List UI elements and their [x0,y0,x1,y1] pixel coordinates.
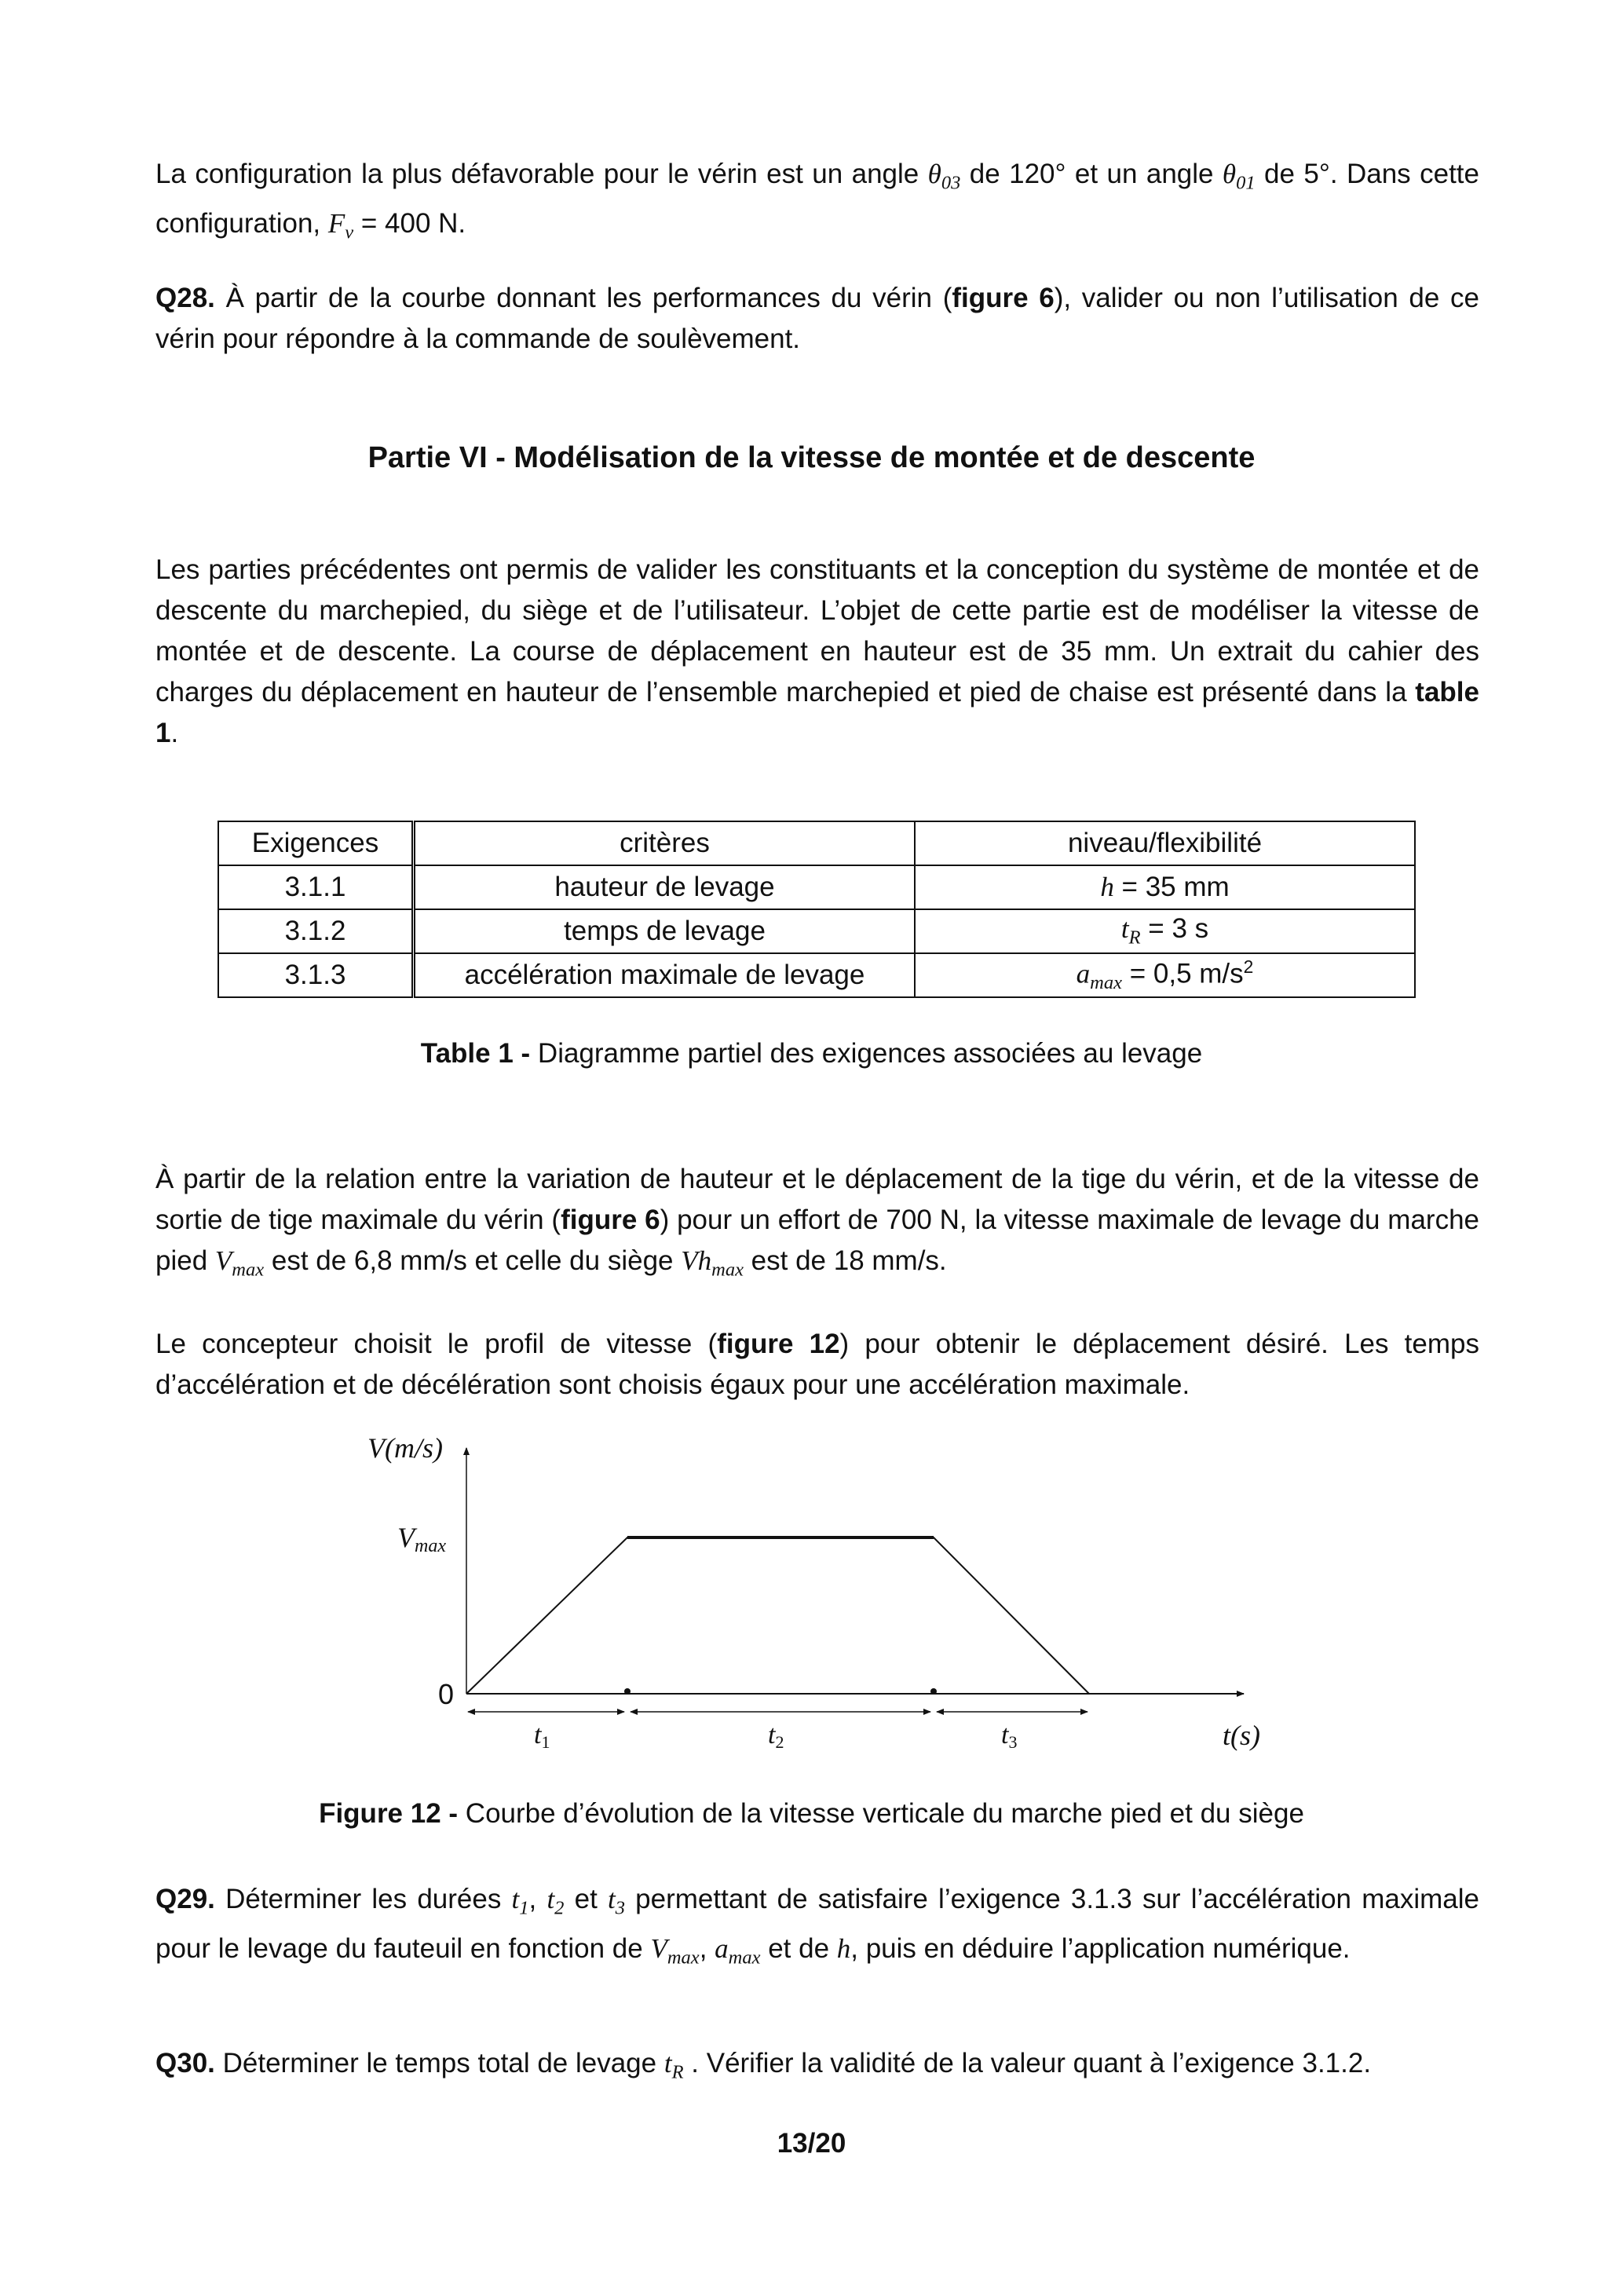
text: de 5°. Dans cette configuration, [155,159,1479,239]
text: et de [760,1933,837,1965]
text: La configuration la plus défavorable pour le vérin est un angle [155,159,928,189]
question-q29 [155,1879,1479,1979]
text: est de 18 mm/s. [743,1245,947,1276]
requirement-level [915,953,1415,997]
t1-label: t1 [534,1720,550,1752]
header-cell: critères [414,821,916,865]
velocity-profile-chart [345,1429,1288,1759]
requirement-criterion: accélération maximale de levage [414,953,916,997]
text: . Vérifier la validité de la valeur quant à l’exigence 3.1.2. [683,2048,1372,2078]
requirement-id: 3.1.3 [218,953,414,997]
paragraph-concepteur [155,1324,1479,1406]
table-reference: table 1 [155,677,1479,748]
subscript: max [667,1947,700,1969]
velocity-curve [466,1537,1089,1694]
fv-symbol: F [327,208,345,239]
question-q28 [155,278,1479,360]
subscript: max [728,1947,761,1969]
superscript: 2 [1243,956,1254,977]
subscript: R [671,2061,684,2083]
text: est de 6,8 mm/s et celle du siège [264,1245,682,1276]
text: . [170,718,179,748]
text: et [564,1884,608,1914]
vhmax-symbol: Vh [681,1245,712,1276]
tr-symbol: t [663,2048,672,2078]
vmax-label: Vmax [397,1522,446,1556]
subscript: 03 [941,172,961,194]
caption-label: Figure 12 - [319,1798,459,1829]
variable: t [1120,913,1129,945]
question-label: Q28. [155,283,215,313]
subscript: 2 [554,1897,565,1919]
requirement-criterion: hauteur de levage [414,865,916,909]
subscript: 3 [615,1897,625,1919]
requirement-level [915,865,1415,909]
table-row [218,953,1415,997]
t2-label: t2 [768,1720,784,1752]
question-label: Q30. [155,2048,215,2078]
header-cell: Exigences [218,821,414,865]
subscript: max [1090,972,1122,993]
page-number: 13/20 [777,2128,846,2159]
subscript: 1 [519,1897,529,1919]
question-q30 [155,2043,1479,2093]
subscript: 01 [1236,172,1256,194]
text: , puis en déduire l’application numérique. [850,1933,1351,1965]
variable: h [1100,872,1114,902]
table-row [218,909,1415,953]
text: , [528,1884,547,1914]
y-axis-label: V(m/s) [367,1432,443,1464]
theta01-symbol: θ [1222,159,1237,189]
value: = 3 s [1140,913,1209,945]
text: À partir de la relation entre la variation de hauteur et le déplacement de la tige du vérin, et de la vitesse de sortie de tige maximale du vérin ( [155,1164,1479,1235]
value: = 35 mm [1113,872,1230,902]
subscript: max [711,1259,744,1281]
table-caption [0,1038,1623,1069]
paragraph-config [155,154,1479,254]
text: Déterminer le temps total de levage [214,2048,664,2078]
text: permettant de satisfaire l’exigence 3.1.3 sur l’accélération maximale pour le levage du fauteuil en fonction de [155,1884,1479,1965]
text: ) pour obtenir le déplacement désiré. Les temps d’accélération et de décélération sont choisis égaux pour une accélération maximale. [155,1329,1479,1400]
figure-reference: figure 12 [717,1329,840,1359]
text: Déterminer les durées [214,1884,512,1914]
figure-reference: figure 6 [952,283,1055,313]
text: Le concepteur choisit le profil de vitesse ( [155,1329,718,1359]
caption-text: Courbe d’évolution de la vitesse verticale du marche pied et du siège [458,1798,1304,1829]
header-cell: niveau/flexibilité [915,821,1415,865]
requirement-id: 3.1.1 [218,865,414,909]
zero-label: 0 [438,1678,455,1710]
text: ) pour un effort de 700 N, la vitesse maximale de levage du marche pied [155,1205,1480,1276]
t3-symbol: t [608,1884,616,1914]
requirement-level [915,909,1415,953]
requirement-criterion: temps de levage [414,909,916,953]
text: de 120° et un angle [960,159,1223,189]
subscript: v [345,221,354,243]
table-header-row [218,821,1415,865]
caption-label: Table 1 - [420,1038,531,1069]
figure-reference: figure 6 [561,1205,660,1235]
vmax-symbol: V [214,1245,232,1276]
requirement-id: 3.1.2 [218,909,414,953]
text: , [699,1933,715,1965]
theta03-symbol: θ [927,159,941,189]
h-symbol: h [836,1933,851,1965]
vmax-symbol: V [650,1933,667,1965]
t2-symbol: t [546,1884,555,1914]
subscript: max [232,1259,265,1281]
table-row [218,865,1415,909]
text: ), valider ou non l’utilisation de ce vérin pour répondre à la commande de soulèvement. [155,283,1479,354]
figure-caption [0,1798,1623,1830]
text: Les parties précédentes ont permis de valider les constituants et la conception du système de montée et de descente du marchepied, du siège et de l’utilisateur. L’objet de cette partie est de modéliser la vitesse de montée et de descente. La course de déplacement en hauteur est de 35 mm. Un extrait du cahier des charges du déplacement en hauteur de l’ensemble marchepied et pied de chaise est présenté dans la [155,554,1479,707]
section-title: Partie VI - Modélisation de la vitesse de montée et de descente [367,441,1256,474]
subscript: R [1128,927,1141,949]
variable: a [1076,958,1091,989]
t3-label: t3 [1001,1720,1018,1752]
x-axis-label: t(s) [1223,1720,1260,1751]
text: À partir de la courbe donnant les performances du vérin ( [214,283,952,313]
caption-text: Diagramme partiel des exigences associées au levage [530,1038,1203,1069]
text: = 400 N. [353,208,466,239]
requirements-table [217,821,1416,998]
question-label: Q29. [155,1884,215,1914]
amax-symbol: a [715,1933,729,1965]
t1-symbol: t [511,1884,520,1914]
paragraph-relation [155,1159,1479,1290]
paragraph-intro [155,550,1479,754]
value: = 0,5 m/s [1122,958,1244,989]
